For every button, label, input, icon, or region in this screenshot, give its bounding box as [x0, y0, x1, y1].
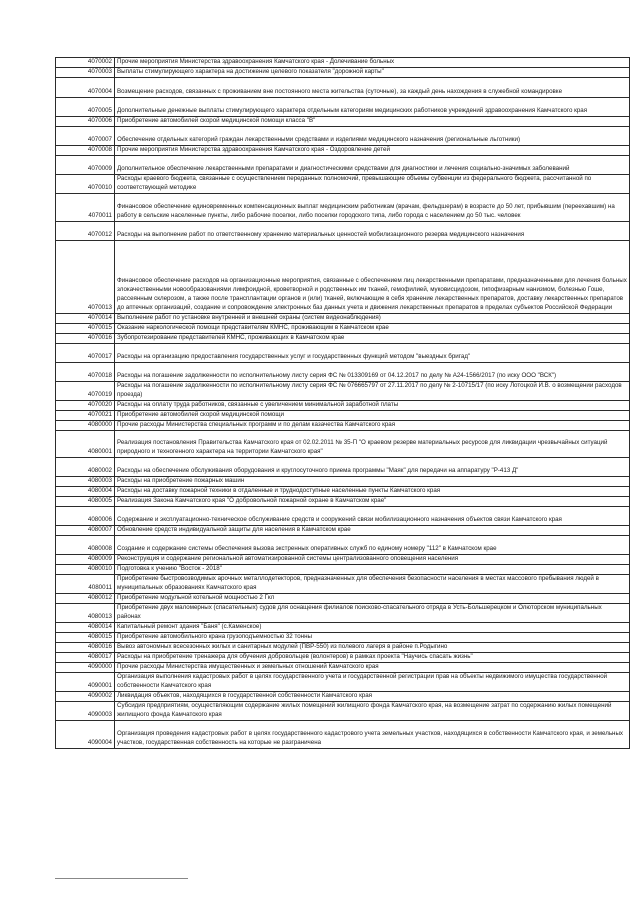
row-description: Ликвидация объектов, находящихся в государственной собственности Камчатского края	[115, 692, 630, 702]
table-row	[56, 487, 630, 497]
row-code: 4080000	[56, 421, 115, 431]
row-code: 4080008	[56, 536, 115, 555]
table-row	[56, 117, 630, 127]
table-row	[56, 575, 630, 594]
row-description: Организация выполнения кадастровых работ в целях государственного учета и государственной регистрации прав на объекты недвижимого имущества государственной собственности Камчатского края	[115, 673, 630, 692]
table-row	[56, 633, 630, 643]
table-row	[56, 702, 630, 721]
table-row	[56, 156, 630, 175]
row-description: Зубопротезирование представителей КМНС, проживающих в Камчатском крае	[115, 334, 630, 344]
row-code: 4070013	[56, 241, 115, 314]
table-row	[56, 363, 630, 382]
footer-rule	[55, 878, 188, 879]
row-code: 4080002	[56, 458, 115, 477]
table-row	[56, 58, 630, 68]
row-description: Расходы на обеспечение обслуживания оборудования и круглосуточного приема программы "Маяк" для передачи на аппаратуру "Р-413 Д"	[115, 458, 630, 477]
row-code: 4070017	[56, 344, 115, 363]
table-row	[56, 643, 630, 653]
table-row	[56, 382, 630, 401]
row-code: 4080001	[56, 431, 115, 458]
budget-codes-table	[55, 57, 630, 749]
row-description: Приобретение автомобильного крана грузоподъемностью 32 тонны	[115, 633, 630, 643]
row-description: Расходы краевого бюджета, связанные с осуществлением переданных полномочий, превышающие объемы субвенции из федерального бюджета, рассчитанной по соответствующей методике	[115, 175, 630, 194]
row-description: Капитальный ремонт здания "Баня" (с.Каменское)	[115, 623, 630, 633]
table-row	[56, 507, 630, 526]
row-code: 4080005	[56, 497, 115, 507]
row-description: Вывоз автономных всесезонных жилых и санитарных модулей (ПВР-550) из полевого лагеря в районе п.Родыгино	[115, 643, 630, 653]
row-code: 4070004	[56, 78, 115, 98]
row-code: 4080012	[56, 594, 115, 604]
row-description: Расходы на погашение задолженности по исполнительному листу серия ФС № 013309169 от 04.12.2017 по делу № А24-1566/2017 (по иску ООО "ВСК")	[115, 363, 630, 382]
row-code: 4080006	[56, 507, 115, 526]
row-description: Дополнительные денежные выплаты стимулирующего характера отдельным категориям медицинских работников учреждений здравоохранения Камчатского края	[115, 98, 630, 117]
table-row	[56, 497, 630, 507]
table-row	[56, 604, 630, 623]
row-description: Прочие расходы Министерства специальных программ и по делам казачества Камчатского края	[115, 421, 630, 431]
table-row	[56, 477, 630, 487]
row-description: Приобретение двух маломерных (спасательных) судов для оснащения филиалов поисково-спасательного отряда в Усть-Большерецком и Олюторском муниципальных районах	[115, 604, 630, 623]
row-code: 4090000	[56, 663, 115, 673]
row-description: Обновление средств индивидуальной защиты для населения в Камчатском крае	[115, 526, 630, 536]
row-code: 4080009	[56, 555, 115, 565]
row-description: Приобретение автомобилей скорой медицинской помощи	[115, 411, 630, 421]
row-description: Расходы на приобретение тренажера для обучения добровольцев (волонтеров) в рамках проекта "Научись спасать жизнь"	[115, 653, 630, 663]
row-code: 4070003	[56, 68, 115, 78]
row-code: 4080017	[56, 653, 115, 663]
row-description: Подготовка к учению "Восток - 2018"	[115, 565, 630, 575]
row-code: 4070010	[56, 175, 115, 194]
table-row	[56, 536, 630, 555]
table-row	[56, 594, 630, 604]
table-row	[56, 68, 630, 78]
row-code: 4080007	[56, 526, 115, 536]
table-row	[56, 721, 630, 749]
row-code: 4090004	[56, 721, 115, 749]
row-code: 4080010	[56, 565, 115, 575]
row-description: Прочие мероприятия Министерства здравоохранения Камчатского края - Долечивание больных	[115, 58, 630, 68]
row-description: Создание и содержание системы обеспечения вызова экстренных оперативных служб по единому номеру "112" в Камчатском крае	[115, 536, 630, 555]
table-row	[56, 78, 630, 98]
row-description: Расходы на организацию предоставления государственных услуг и государственных функций методом "выездных бригад"	[115, 344, 630, 363]
row-description: Приобретение быстровозводимых арочных металлодетекторов, предназначенных для обеспечения безопасности населения в местах массового пребывания людей в муниципальных образованиях Камчатского края	[115, 575, 630, 594]
row-description: Финансовое обеспечение расходов на организационные мероприятия, связанные с обеспечением лиц лекарственными препаратами, предназначенными для лечения больных злокачественными новообразованиями лимфоидной, кроветворной и родственных им тканей, гемофилией, муковисцидозом, гипофизарным нанизмом, болезнью Гоше, рассеянным склерозом, а также после трансплантации органов и (или) тканей, включающие в себя хранение лекарственных препаратов, доставку лекарственных препаратов до аптечных организаций, создание и сопровождение электронных баз данных учета и движения лекарственных препаратов в пределах субъектов Российской Федерации	[115, 241, 630, 314]
table-row	[56, 411, 630, 421]
row-code: 4070005	[56, 98, 115, 117]
row-code: 4090003	[56, 702, 115, 721]
row-description: Прочие расходы Министерства имущественных и земельных отношений Камчатского края	[115, 663, 630, 673]
row-description: Расходы на доставку пожарной техники в отдаленные и труднодоступные населенные пункты Камчатского края	[115, 487, 630, 497]
table-row	[56, 344, 630, 363]
table-row	[56, 565, 630, 575]
row-description: Возмещение расходов, связанных с проживанием вне постоянного места жительства (суточные), за каждый день нахождения в служебной командировке	[115, 78, 630, 98]
row-description: Дополнительное обеспечение лекарственными препаратами и диагностическими средствами для диагностики и лечения социально-значимых заболеваний	[115, 156, 630, 175]
row-description: Содержание и эксплуатационно-техническое обслуживание средств и сооружений связи мобилизационного назначения объектов связи Камчатского края	[115, 507, 630, 526]
row-description: Прочие мероприятия Министерства здравоохранения Камчатского края - Оздоровление детей	[115, 146, 630, 156]
row-code: 4070002	[56, 58, 115, 68]
row-description: Организация проведения кадастровых работ в целях государственного кадастрового учета земельных участков, находящихся в собственности Камчатского края, и земельных участков, государственная собственность на которые не разграничена	[115, 721, 630, 749]
row-code: 4080003	[56, 477, 115, 487]
table-row	[56, 314, 630, 324]
row-description: Приобретение автомобилей скорой медицинской помощи класса "В"	[115, 117, 630, 127]
row-code: 4070012	[56, 222, 115, 241]
table-row	[56, 431, 630, 458]
table-row	[56, 555, 630, 565]
table-row	[56, 146, 630, 156]
table-row	[56, 194, 630, 222]
table-row	[56, 526, 630, 536]
table-row	[56, 401, 630, 411]
row-code: 4070016	[56, 334, 115, 344]
row-code: 4090002	[56, 692, 115, 702]
row-description: Выполнение работ по установке внутренней и внешней охраны (систем видеонаблюдения)	[115, 314, 630, 324]
row-description: Оказание наркологической помощи представителям КМНС, проживающим в Камчатском крае	[115, 324, 630, 334]
row-code: 4070011	[56, 194, 115, 222]
row-code: 4070008	[56, 146, 115, 156]
table-row	[56, 421, 630, 431]
row-code: 4080013	[56, 604, 115, 623]
row-code: 4070006	[56, 117, 115, 127]
row-code: 4070015	[56, 324, 115, 334]
row-code: 4080004	[56, 487, 115, 497]
row-description: Финансовое обеспечение единовременных компенсационных выплат медицинским работникам (врачам, фельдшерам) в возрасте до 50 лет, прибывшим (переехавшим) на работу в сельские населенные пункты, либо рабочие поселки, либо поселки городского типа, либо города с населением до 50 тыс. человек	[115, 194, 630, 222]
row-description: Субсидия предприятиям, осуществляющим содержание жилых помещений жилищного фонда Камчатского края, на возмещение затрат по содержанию жилых помещений жилищного фонда Камчатского края	[115, 702, 630, 721]
row-description: Выплаты стимулирующего характера на достижение целевого показателя "дорожной карты"	[115, 68, 630, 78]
table-row	[56, 663, 630, 673]
row-description: Расходы на приобретение пожарных машин	[115, 477, 630, 487]
row-code: 4080015	[56, 633, 115, 643]
row-code: 4070014	[56, 314, 115, 324]
row-code: 4080011	[56, 575, 115, 594]
table-row	[56, 127, 630, 146]
table-row	[56, 175, 630, 194]
row-code: 4070019	[56, 382, 115, 401]
row-code: 4090001	[56, 673, 115, 692]
row-description: Расходы на погашение задолженности по исполнительному листу серия ФС № 076665797 от 27.11.2017 по делу № 2-10715/17 (по иску Лотоцкой И.В. о возмещении расходов проезда)	[115, 382, 630, 401]
table-row	[56, 692, 630, 702]
row-description: Расходы на выполнение работ по ответственному хранению материальных ценностей мобилизационного резерва медицинского назначения	[115, 222, 630, 241]
row-code: 4070020	[56, 401, 115, 411]
table-row	[56, 324, 630, 334]
row-description: Реализация Закона Камчатского края "О добровольной пожарной охране в Камчатском крае"	[115, 497, 630, 507]
table-row	[56, 673, 630, 692]
table-row	[56, 653, 630, 663]
row-code: 4080014	[56, 623, 115, 633]
row-description: Приобретение модульной котельной мощностью 2 Гкл	[115, 594, 630, 604]
table-row	[56, 623, 630, 633]
row-code: 4080016	[56, 643, 115, 653]
row-description: Обеспечение отдельных категорий граждан лекарственными средствами и изделиями медицинского назначения (региональные льготники)	[115, 127, 630, 146]
row-description: Расходы на оплату труда работников, связанные с увеличением минимальной заработной платы	[115, 401, 630, 411]
table-row	[56, 241, 630, 314]
table-row	[56, 334, 630, 344]
row-description: Реконструкция и содержание региональной автоматизированной системы централизованного оповещения населения	[115, 555, 630, 565]
row-description: Реализация постановления Правительства Камчатского края от 02.02.2011 № 35-П "О краевом резерве материальных ресурсов для ликвидации чрезвычайных ситуаций природного и техногенного характера на территории Камчатского края"	[115, 431, 630, 458]
row-code: 4070009	[56, 156, 115, 175]
table-row	[56, 458, 630, 477]
table-row	[56, 222, 630, 241]
table-row	[56, 98, 630, 117]
row-code: 4070021	[56, 411, 115, 421]
row-code: 4070007	[56, 127, 115, 146]
table-body	[56, 58, 630, 749]
row-code: 4070018	[56, 363, 115, 382]
